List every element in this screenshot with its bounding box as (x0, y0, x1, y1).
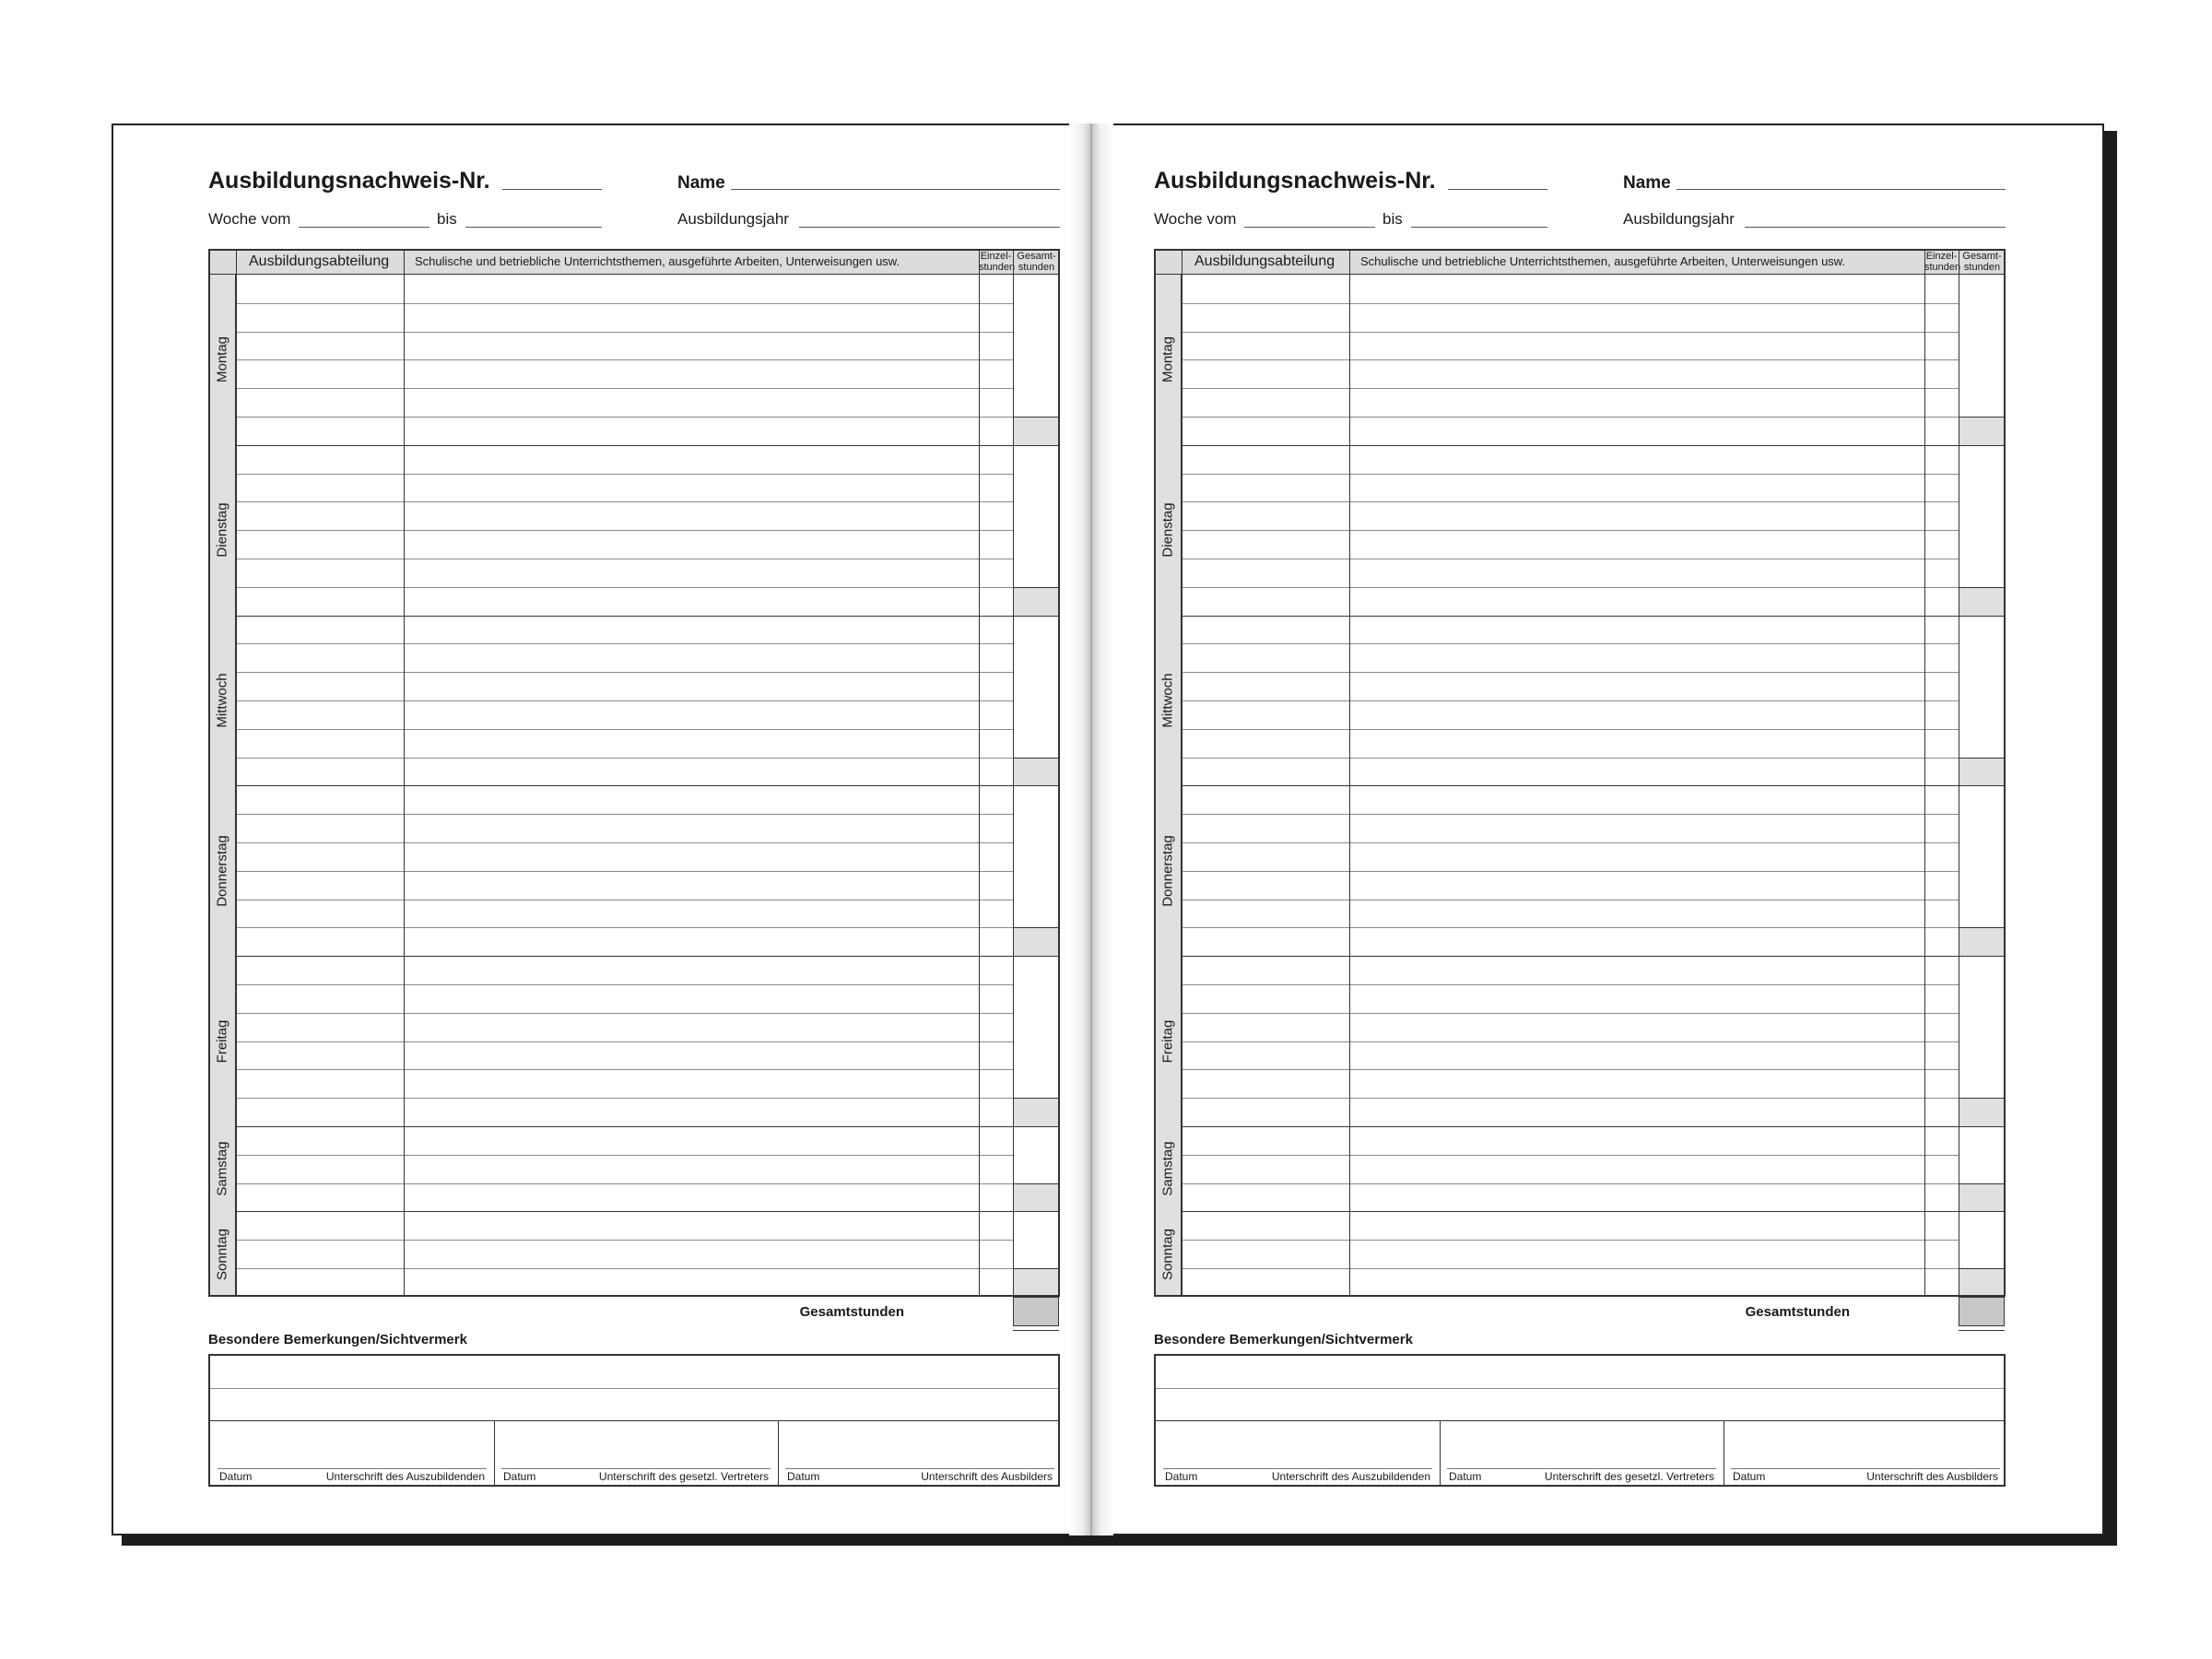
grand-total-underline (1013, 1330, 1059, 1331)
remarks-line[interactable] (210, 1388, 1058, 1389)
signature-field[interactable] (1731, 1468, 2000, 1469)
day-label: Freitag (214, 1019, 229, 1063)
signature-role-label: Unterschrift des Auszubildenden (1271, 1469, 1430, 1483)
signature-role-label: Unterschrift des Ausbilders (1866, 1469, 1998, 1483)
day-label: Dienstag (1159, 502, 1175, 558)
day-label: Samstag (1159, 1141, 1175, 1196)
week-to-field[interactable] (465, 227, 602, 228)
header-department: Ausbildungsabteilung (249, 253, 390, 269)
day-label: Sonntag (1159, 1228, 1175, 1280)
signature-divider (1440, 1420, 1441, 1487)
signature-date-label: Datum (1733, 1469, 1766, 1483)
book-gutter (1069, 124, 1113, 1535)
training-year-label: Ausbildungsjahr (1623, 210, 1735, 228)
header-total-hours-line1: Gesamt- (1017, 251, 1056, 262)
signature-field[interactable] (785, 1468, 1054, 1469)
name-field[interactable] (1677, 189, 2006, 190)
signature-divider (778, 1420, 779, 1487)
day-label: Donnerstag (214, 835, 229, 907)
name-field[interactable] (731, 189, 1060, 190)
day-label: Freitag (1159, 1019, 1175, 1063)
week-from-label: Woche vom (1154, 210, 1237, 228)
training-year-field[interactable] (1745, 227, 2006, 228)
name-label: Name (677, 173, 725, 193)
week-from-field[interactable] (299, 227, 429, 228)
header-single-hours-line1: Einzel- (980, 251, 1012, 262)
header-total-hours-line1: Gesamt- (1962, 251, 2002, 262)
day-label: Donnerstag (1159, 835, 1175, 907)
week-from-field[interactable] (1244, 227, 1375, 228)
day-label: Dienstag (214, 502, 229, 558)
header-total-hours-line2: stunden (1963, 262, 2001, 273)
right-page (1057, 124, 2006, 1535)
signature-field[interactable] (501, 1468, 771, 1469)
signature-date-label: Datum (219, 1469, 253, 1483)
header-department: Ausbildungsabteilung (1194, 253, 1335, 269)
signature-field[interactable] (218, 1468, 487, 1469)
signature-role-label: Unterschrift des Ausbilders (921, 1469, 1053, 1483)
day-label: Montag (1159, 336, 1175, 383)
remarks-line[interactable] (1156, 1388, 2004, 1389)
remarks-label: Besondere Bemerkungen/Sichtvermerk (1154, 1331, 1413, 1347)
weekly-table (1154, 249, 2006, 1298)
grand-total-box[interactable] (1013, 1297, 1059, 1326)
signature-role-label: Unterschrift des gesetzl. Vertreters (598, 1469, 769, 1483)
signature-field[interactable] (1447, 1468, 1716, 1469)
training-year-field[interactable] (799, 227, 1060, 228)
remarks-box (1154, 1354, 2006, 1487)
signature-date-label: Datum (503, 1469, 536, 1483)
grand-total-label: Gesamtstunden (1745, 1303, 1850, 1320)
name-label: Name (1623, 173, 1671, 193)
table-frame (208, 249, 1060, 1297)
remarks-divider (1156, 1420, 2004, 1421)
signature-role-label: Unterschrift des Auszubildenden (325, 1469, 485, 1483)
weekly-table (208, 249, 1060, 1298)
header-topics: Schulische und betriebliche Unterrichtsthemen, ausgeführte Arbeiten, Unterweisungen usw. (1360, 254, 1846, 268)
form-title: Ausbildungsnachweis-Nr. (1154, 168, 1436, 194)
remarks-box (208, 1354, 1060, 1487)
day-label: Sonntag (214, 1228, 229, 1280)
grand-total-underline (1959, 1330, 2005, 1331)
header-topics: Schulische und betriebliche Unterrichtsthemen, ausgeführte Arbeiten, Unterweisungen usw. (415, 254, 900, 268)
header-single-hours-line2: stunden (979, 262, 1016, 273)
signature-date-label: Datum (787, 1469, 820, 1483)
grand-total-label: Gesamtstunden (799, 1303, 904, 1320)
signature-date-label: Datum (1449, 1469, 1482, 1483)
day-label: Mittwoch (214, 673, 229, 728)
day-label: Montag (214, 336, 229, 383)
table-frame (1154, 249, 2006, 1297)
week-to-label: bis (437, 210, 457, 228)
header-single-hours-line2: stunden (1924, 262, 1961, 273)
number-field[interactable] (502, 189, 602, 190)
remarks-label: Besondere Bemerkungen/Sichtvermerk (208, 1331, 467, 1347)
remarks-divider (210, 1420, 1058, 1421)
header-total-hours-line2: stunden (1018, 262, 1055, 273)
week-to-field[interactable] (1411, 227, 1547, 228)
week-to-label: bis (1382, 210, 1403, 228)
signature-divider (494, 1420, 495, 1487)
left-page (112, 124, 1061, 1535)
week-from-label: Woche vom (208, 210, 291, 228)
training-year-label: Ausbildungsjahr (677, 210, 789, 228)
day-label: Samstag (214, 1141, 229, 1196)
number-field[interactable] (1448, 189, 1547, 190)
day-label: Mittwoch (1159, 673, 1175, 728)
form-title: Ausbildungsnachweis-Nr. (208, 168, 490, 194)
signature-date-label: Datum (1165, 1469, 1198, 1483)
signature-role-label: Unterschrift des gesetzl. Vertreters (1544, 1469, 1714, 1483)
grand-total-box[interactable] (1959, 1297, 2005, 1326)
signature-field[interactable] (1163, 1468, 1432, 1469)
header-single-hours-line1: Einzel- (1925, 251, 1958, 262)
